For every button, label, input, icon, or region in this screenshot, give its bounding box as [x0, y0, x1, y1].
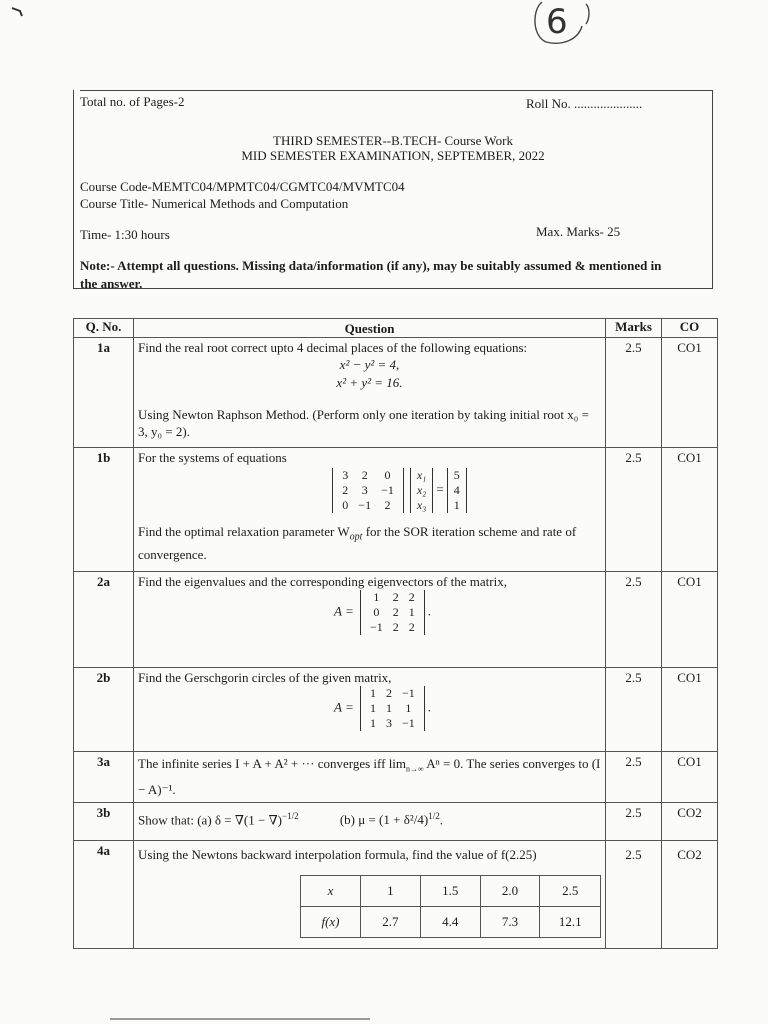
question-2a-text: Find the eigenvalues and the corresponding eigenvectors of the matrix,: [138, 574, 507, 589]
question-row-2b: [74, 668, 718, 752]
matrix-a-2a: A = 1 2 2 0 2 1 −1 2 2 .: [334, 590, 432, 634]
co-2a: CO1: [662, 572, 718, 668]
question-row-3a: [74, 752, 718, 803]
marks-2a: 2.5: [606, 572, 662, 668]
exam-header-box: [73, 90, 713, 289]
question-1a-method: Using Newton Raphson Method. (Perform only one iteration by taking initial root x₀ = 3, y₀ = 2).: [138, 407, 589, 439]
question-table: [73, 318, 718, 949]
header-marks: Marks: [606, 319, 662, 338]
question-2a: [134, 572, 606, 668]
question-4a: [134, 840, 606, 948]
question-row-1a: [74, 338, 718, 448]
question-row-3b: [74, 802, 718, 840]
marks-4a: 2.5: [606, 840, 662, 948]
qno-2b: 2b: [74, 668, 134, 752]
question-row-2a: [74, 572, 718, 668]
header-question: Question: [134, 319, 606, 338]
rhs-vector: 5 4 1: [447, 468, 467, 513]
semester-line: THIRD SEMESTER--B.TECH- Course Work: [273, 133, 513, 148]
question-row-1b: [74, 448, 718, 572]
question-1b-task: Find the optimal relaxation parameter $W_{opt}$ for the SOR iteration scheme and rate of convergence.: [138, 524, 577, 562]
co-3b: CO2: [662, 802, 718, 840]
table-header-row: [74, 319, 718, 338]
exam-note: Note:- Attempt all questions. Missing data/information (if any), may be suitably assumed & mentioned in the answer.: [80, 258, 662, 291]
question-3a: The infinite series I + A + A² + ··· converges iff $\lim_{n\to\infty} A^n = 0$. The series converges to (I − A)⁻¹.: [134, 752, 606, 803]
qno-1a: 1a: [74, 338, 134, 448]
page-number-handwritten: 6: [528, 0, 598, 46]
question-1b-text: For the systems of equations: [138, 450, 287, 465]
qno-3a: 3a: [74, 752, 134, 803]
header-qno: Q. No.: [74, 319, 134, 338]
question-2b-text: Find the Gerschgorin circles of the given matrix,: [138, 670, 392, 685]
course-title: Course Title- Numerical Methods and Computation: [80, 196, 349, 211]
x-row: x 1 1.5 2.0 2.5: [301, 875, 601, 906]
equation-1: x² − y² = 4,: [339, 357, 400, 372]
max-marks: Max. Marks- 25: [536, 224, 621, 239]
marks-1a: 2.5: [606, 338, 662, 448]
question-1a: [134, 338, 606, 448]
co-1a: CO1: [662, 338, 718, 448]
qno-1b: 1b: [74, 448, 134, 572]
co-4a: CO2: [662, 840, 718, 948]
exam-time: Time- 1:30 hours: [80, 227, 170, 242]
question-1b: [134, 448, 606, 572]
roll-number: Roll No. .....................: [526, 96, 643, 111]
variable-vector: x₁ x₂ x₃: [410, 468, 434, 513]
course-code: Course Code-MEMTC04/MPMTC04/CGMTC04/MVMTC04: [80, 179, 405, 194]
total-pages: Total no. of Pages-2: [80, 94, 185, 109]
exam-line: MID SEMESTER EXAMINATION, SEPTEMBER, 2022: [241, 148, 545, 163]
linear-system: 3 2 0 2 3 −1 0 −1 2 x₁ x₂ x₃ = 5 4 1: [198, 468, 601, 513]
interpolation-data-table: [300, 875, 601, 938]
marks-3b: 2.5: [606, 802, 662, 840]
question-3b: Show that: (a) δ = ∇(1 − ∇)$^{-1/2}$ (b) $\mu = (1 + \delta^2/4)^{1/2}$.: [134, 802, 606, 840]
qno-2a: 2a: [74, 572, 134, 668]
co-1b: CO1: [662, 448, 718, 572]
fx-row: f(x) 2.7 4.4 7.3 12.1: [301, 906, 601, 937]
question-1a-text: Find the real root correct upto 4 decimal places of the following equations:: [138, 340, 528, 355]
bottom-scan-edge: [110, 1018, 370, 1020]
header-co: CO: [662, 319, 718, 338]
matrix-a-2b: A = 1 2 −1 1 1 1 1 3 −1 .: [334, 686, 432, 730]
question-4a-text: Using the Newtons backward interpolation formula, find the value of f(2.25): [138, 846, 537, 862]
marks-2b: 2.5: [606, 668, 662, 752]
question-2b: [134, 668, 606, 752]
co-3a: CO1: [662, 752, 718, 803]
qno-4a: 4a: [74, 840, 134, 948]
marks-1b: 2.5: [606, 448, 662, 572]
co-2b: CO1: [662, 668, 718, 752]
question-row-4a: [74, 840, 718, 948]
coefficient-matrix: 3 2 0 2 3 −1 0 −1 2: [332, 468, 404, 513]
qno-3b: 3b: [74, 802, 134, 840]
equation-2: x² + y² = 16.: [336, 375, 403, 390]
marks-3a: 2.5: [606, 752, 662, 803]
pen-mark-icon: [10, 4, 40, 18]
